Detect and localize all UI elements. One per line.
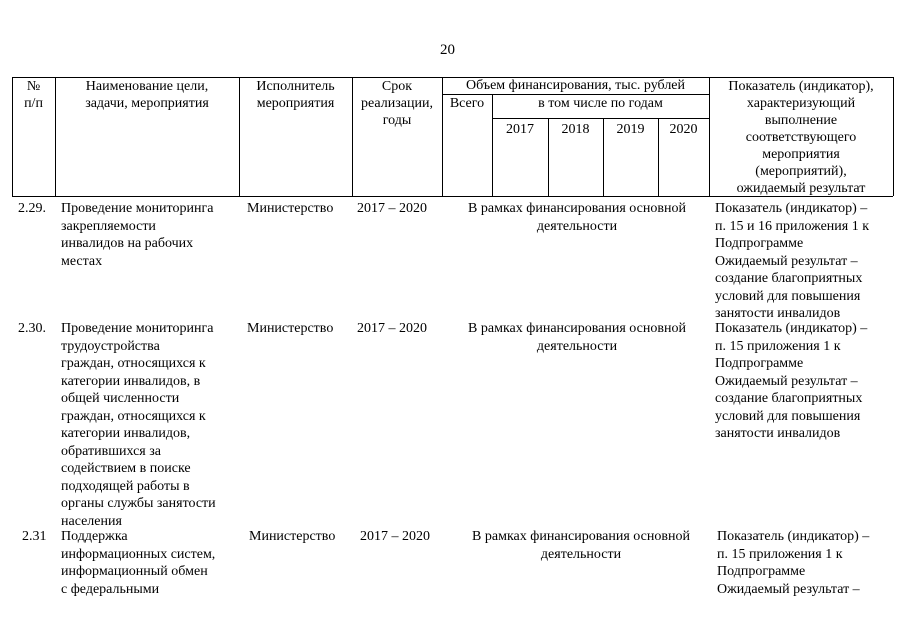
- header-num: № п/п: [24, 79, 43, 111]
- header-by-years: в том числе по годам: [538, 96, 663, 111]
- row-name: Поддержка информационных систем, информационный обмен с федеральными: [61, 529, 216, 597]
- row-indicator: Показатель (индикатор) – п. 15 приложения 1 к Подпрограмме Ожидаемый результат –: [717, 529, 870, 597]
- row-financing: В рамках финансирования основной деятельности: [472, 529, 690, 562]
- header-total: Всего: [449, 96, 485, 111]
- row-name: Проведение мониторинга трудоустройства граждан, относящихся к категории инвалидов, в общей численности граждан, относящихся к категории инвалидов, обратившихся за содействием в поиске подходящей работы в органы службы занятости населения: [61, 321, 216, 529]
- row-term: 2017 – 2020: [357, 201, 427, 216]
- header-financing: Объем финансирования, тыс. рублей: [465, 78, 686, 93]
- row-financing: В рамках финансирования основной деятельности: [468, 201, 686, 234]
- row-number: 2.31: [22, 529, 47, 544]
- header-indicator: Показатель (индикатор), характеризующий выполнение соответствующего мероприятия (мероприятий), ожидаемый результат: [728, 79, 874, 196]
- row-number: 2.30.: [18, 321, 46, 336]
- header-executor: Исполнитель мероприятия: [256, 79, 335, 111]
- row-indicator: Показатель (индикатор) – п. 15 и 16 приложения 1 к Подпрограмме Ожидаемый результат – создание благоприятных условий для повышения занятости инвалидов: [715, 201, 870, 321]
- page-number: 20: [440, 42, 455, 58]
- row-term: 2017 – 2020: [357, 321, 427, 336]
- header-year-2019: 2019: [616, 122, 645, 137]
- row-executor: Министерство: [249, 529, 336, 544]
- row-financing: В рамках финансирования основной деятельности: [468, 321, 686, 354]
- row-term: 2017 – 2020: [360, 529, 430, 544]
- row-number: 2.29.: [18, 201, 46, 216]
- header-name: Наименование цели, задачи, мероприятия: [85, 79, 209, 111]
- header-year-2018: 2018: [561, 122, 590, 137]
- row-indicator: Показатель (индикатор) – п. 15 приложения 1 к Подпрограмме Ожидаемый результат – создание благоприятных условий для повышения занятости инвалидов: [715, 321, 868, 441]
- header-year-2020: 2020: [669, 122, 698, 137]
- row-name: Проведение мониторинга закрепляемости инвалидов на рабочих местах: [61, 201, 214, 269]
- header-year-2017: 2017: [506, 122, 534, 137]
- row-executor: Министерство: [247, 201, 334, 216]
- row-executor: Министерство: [247, 321, 334, 336]
- header-term: Срок реализации, годы: [361, 79, 433, 128]
